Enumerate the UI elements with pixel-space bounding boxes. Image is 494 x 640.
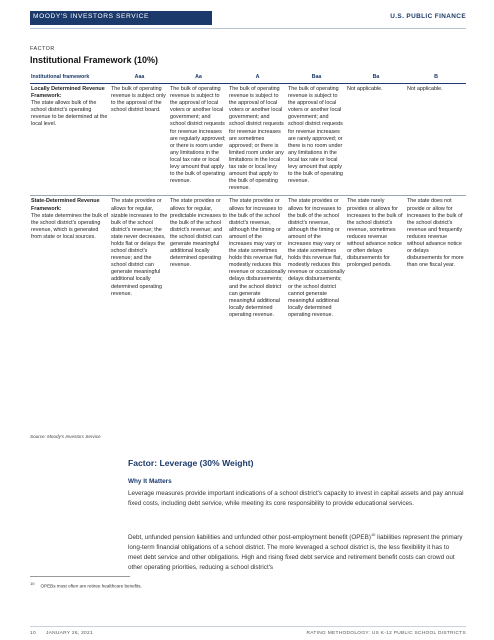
- section-title: Factor: Leverage (30% Weight): [128, 458, 254, 468]
- table-cell: The bulk of operating revenue is subject to the approval of local voters or another local government; and school district requests for revenue increases are sometimes approved; or there is limited room under any limitations in the local tax rate or local levy amount that apply to the bulk of operating revenue.: [228, 84, 287, 196]
- table-cell: The bulk of operating revenue is subject to the approval of local voters or another local government; and school district requests for revenue increases are regularly approved; or there is room under any limitations in the local tax rate or local levy amount that apply to the bulk of operating revenue.: [169, 84, 228, 196]
- row-description: The state allows bulk of the school district's operating revenue to be determined at the local level.: [31, 100, 108, 128]
- row-name: Locally Determined Revenue Framework:: [31, 86, 105, 100]
- column-header: Ba: [346, 72, 406, 84]
- paragraph: Leverage measures provide important indications of a school district's capacity to invest in capital assets and pay annual fixed costs, including debt service, while meeting its core responsibility to provide educational services.: [128, 490, 464, 507]
- factor-title: Institutional Framework (10%): [30, 55, 159, 65]
- table-cell: The state provides or allows for regular, predictable increases to the bulk of the school district's revenue; and the school district can generate meaningful additional locally determined operating revenue.: [170, 198, 227, 269]
- footnote-ref[interactable]: 10: [370, 532, 376, 537]
- footer-divider: [30, 626, 466, 627]
- column-header: Institutional framework: [30, 72, 110, 84]
- row-name: State-Determined Revenue Framework:: [31, 198, 100, 212]
- column-header: B: [406, 72, 466, 84]
- factor-label: FACTOR: [30, 46, 55, 52]
- table-cell: Not applicable.: [406, 84, 466, 196]
- column-header: Baa: [287, 72, 346, 84]
- table-row: [30, 196, 466, 322]
- table-cell: The state provides or allows for increases to the bulk of the school district's revenue, although the timing or amount of the increases may vary or the state sometimes holds this revenue flat, modestly reduces this revenue or occasionally delays disbursements; and the school district can generate meaningful additional locally determined operating revenue.: [229, 198, 286, 318]
- table-cell: The bulk of operating revenue is subject only to the approval of the school district board.: [110, 84, 169, 196]
- header-divider: [30, 28, 466, 29]
- publisher-name: MOODY'S INVESTORS SERVICE: [33, 13, 150, 20]
- paragraph: [128, 530, 464, 573]
- paragraph-text: liabilities represent the primary long-term financial obligations of a school district. The more leveraged a school district is, the less flexibility it has to meet debt service and other obligations. High and rising fixed debt service and retirement benefit costs can crowd out other operating priorities, reducing a school district's: [128, 534, 463, 572]
- table-header-row: [30, 72, 466, 84]
- footnote-number: 10: [30, 581, 35, 586]
- paragraph-text: Debt, unfunded pension liabilities and unfunded other post-employment benefit (OPEB): [128, 534, 371, 542]
- publication-date: JANUARY 26, 2021: [45, 631, 93, 636]
- column-header: Aaa: [110, 72, 169, 84]
- table-cell: The state rarely provides or allows for increases to the bulk of the school district's revenue, sometimes reduces revenue without advance notice or often delays disbursements for prolonged periods.: [347, 198, 403, 269]
- footnote-text: OPEBs most often are retiree healthcare benefits.: [40, 583, 142, 589]
- table-cell: The state provides or allows for regular, sizable increases to the bulk of the school district's revenue; the state never decreases, holds flat or delays the school district's revenue; and the school district can generate meaningful additional locally determined operating revenue.: [111, 198, 168, 297]
- table-cell: The state provides or allows for increases to the bulk of the school district's revenue, although the timing or amount of the increases may vary or the state sometimes holds this revenue flat, modestly reduces this revenue or occasionally delays disbursements; or the school district cannot generate meaningful additional locally determined operating revenue.: [288, 198, 345, 318]
- table-row: [30, 84, 466, 196]
- table-source: Source: Moody's Investors Service: [30, 434, 101, 439]
- footnote: [30, 581, 142, 589]
- institutional-framework-table: [30, 72, 466, 322]
- row-label: [30, 84, 110, 196]
- page-header: [0, 0, 494, 34]
- table-cell: Not applicable.: [346, 84, 406, 196]
- page-number: 10: [30, 631, 36, 636]
- column-header: A: [228, 72, 287, 84]
- section-subtitle: Why It Matters: [128, 478, 172, 485]
- row-label: [30, 196, 110, 322]
- page-footer-left: [30, 631, 93, 636]
- section-name: U.S. PUBLIC FINANCE: [390, 13, 466, 20]
- column-header: Aa: [169, 72, 228, 84]
- row-description: The state determines the bulk of the school district's operating revenue, which is generated from state or local sources.: [31, 212, 109, 240]
- document-title: RATING METHODOLOGY: US K-12 PUBLIC SCHOOL DISTRICTS: [306, 631, 466, 636]
- table-cell: The bulk of operating revenue is subject to the approval of local voters or another local government; and school district requests for revenue increases are rarely approved; or there is no room under any limitations in the local tax rate or local levy amount that apply to the bulk of operating revenue.: [287, 84, 346, 196]
- footnote-divider: [30, 576, 130, 577]
- table-cell: The state does not provide or allow for increases to the bulk of the school district's revenue and frequently reduces revenue without advance notice or delays disbursements for more than one fiscal year.: [407, 198, 464, 269]
